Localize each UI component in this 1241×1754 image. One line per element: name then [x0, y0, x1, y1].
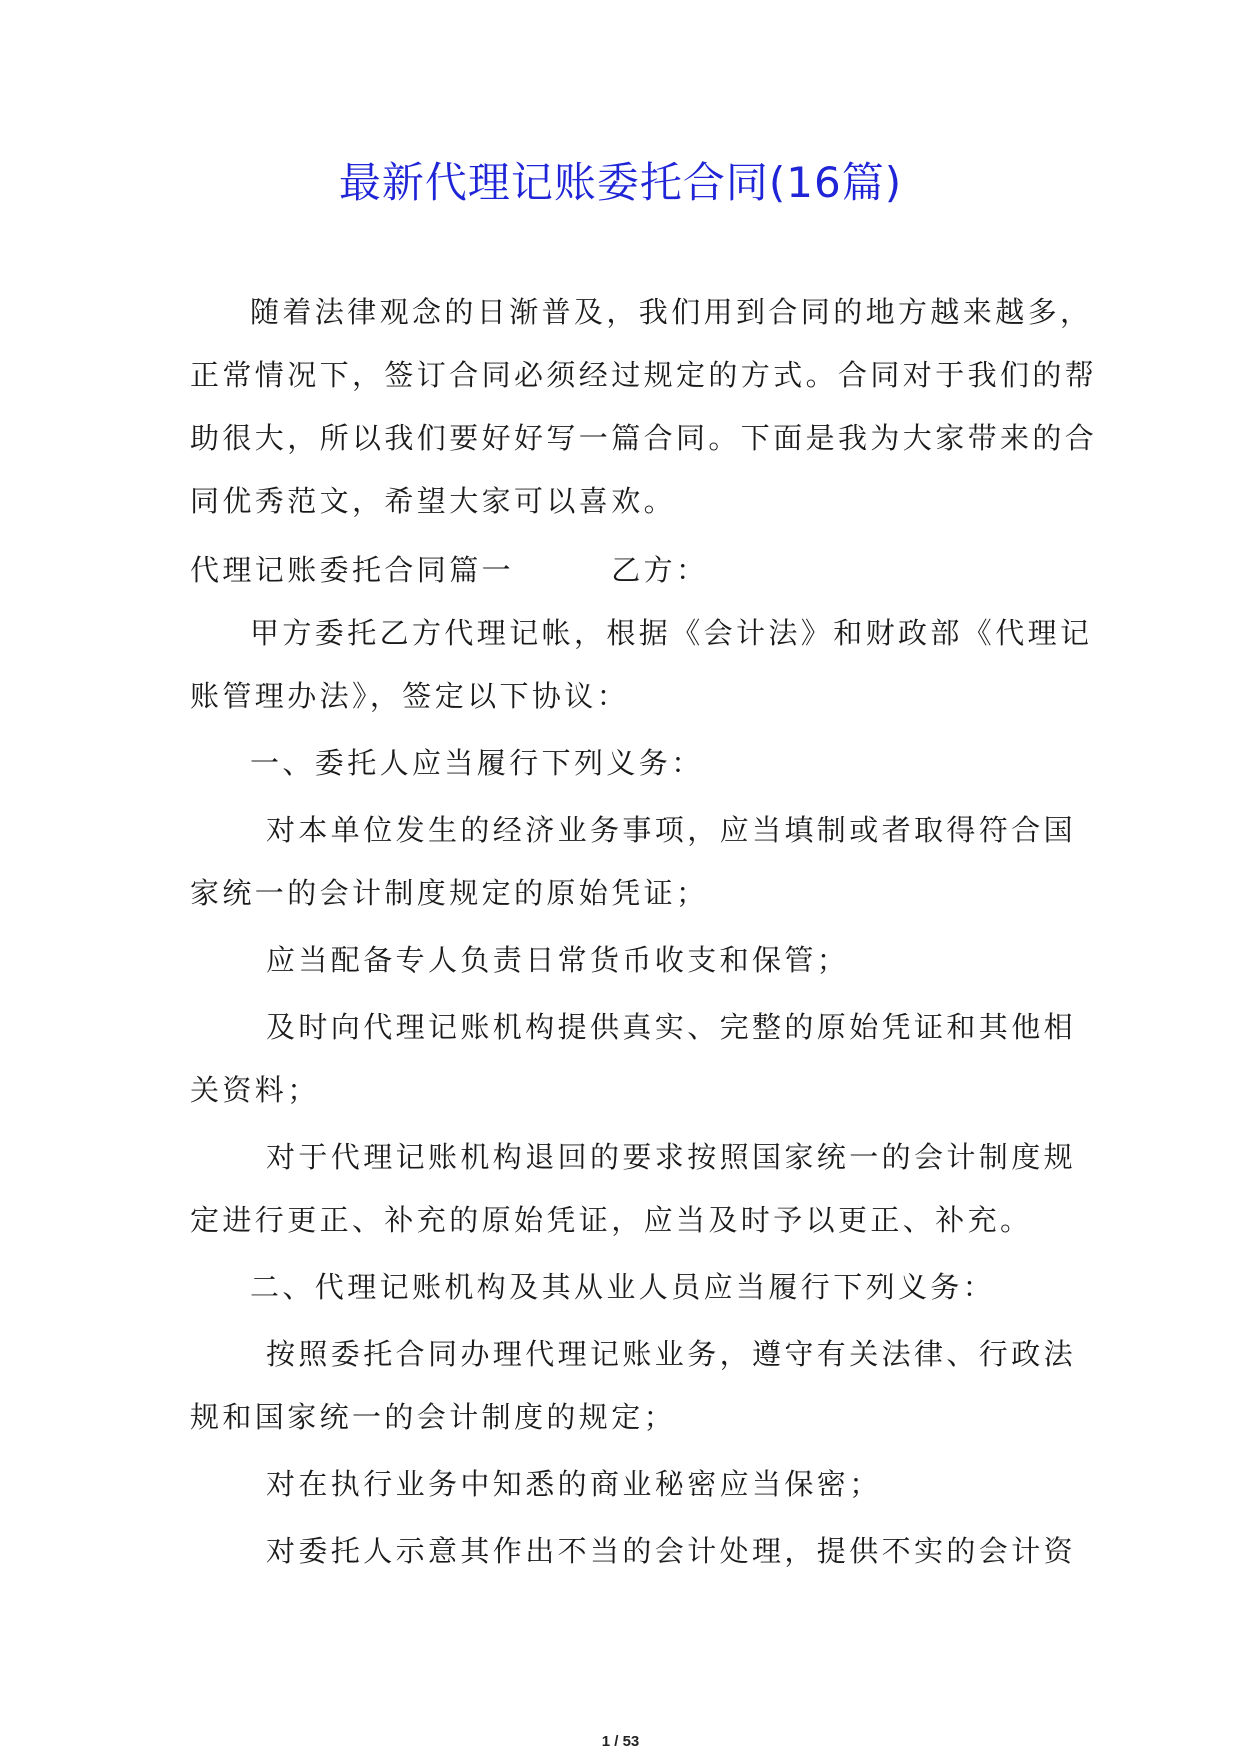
paragraph-line: 助很大，所以我们要好好写一篇合同。下面是我为大家带来的合 — [190, 421, 1098, 455]
paragraph-line: 对于代理记账机构退回的要求按照国家统一的会计制度规 — [266, 1140, 1077, 1174]
paragraph-line: 对本单位发生的经济业务事项，应当填制或者取得符合国 — [266, 813, 1077, 847]
paragraph-line: 正常情况下，签订合同必须经过规定的方式。合同对于我们的帮 — [190, 358, 1098, 392]
document-title: 最新代理记账委托合同(16篇) — [338, 158, 903, 207]
clause-heading: 一、委托人应当履行下列义务： — [250, 746, 704, 780]
paragraph-line: 对委托人示意其作出不当的会计处理，提供不实的会计资 — [266, 1534, 1077, 1568]
clause-heading: 二、代理记账机构及其从业人员应当履行下列义务： — [250, 1270, 996, 1304]
page-indicator: 1 / 53 — [601, 1733, 640, 1750]
section-heading: 代理记账委托合同篇一 乙方： — [190, 553, 709, 587]
paragraph-line: 账管理办法》，签定以下协议： — [190, 679, 630, 713]
paragraph-line: 对在执行业务中知悉的商业秘密应当保密； — [266, 1467, 882, 1501]
paragraph-line: 关资料； — [190, 1073, 320, 1107]
paragraph-line: 规和国家统一的会计制度的规定； — [190, 1400, 677, 1434]
paragraph-line: 及时向代理记账机构提供真实、完整的原始凭证和其他相 — [266, 1010, 1077, 1044]
paragraph-line: 应当配备专人负责日常货币收支和保管； — [266, 943, 850, 977]
paragraph-line: 同优秀范文，希望大家可以喜欢。 — [190, 484, 677, 518]
paragraph-line: 甲方委托乙方代理记帐，根据《会计法》和财政部《代理记 — [250, 616, 1093, 650]
paragraph-line: 定进行更正、补充的原始凭证，应当及时予以更正、补充。 — [190, 1203, 1033, 1237]
paragraph-line: 随着法律观念的日渐普及，我们用到合同的地方越来越多， — [250, 295, 1093, 329]
paragraph-line: 家统一的会计制度规定的原始凭证； — [190, 876, 709, 910]
paragraph-line: 按照委托合同办理代理记账业务，遵守有关法律、行政法 — [266, 1337, 1077, 1371]
